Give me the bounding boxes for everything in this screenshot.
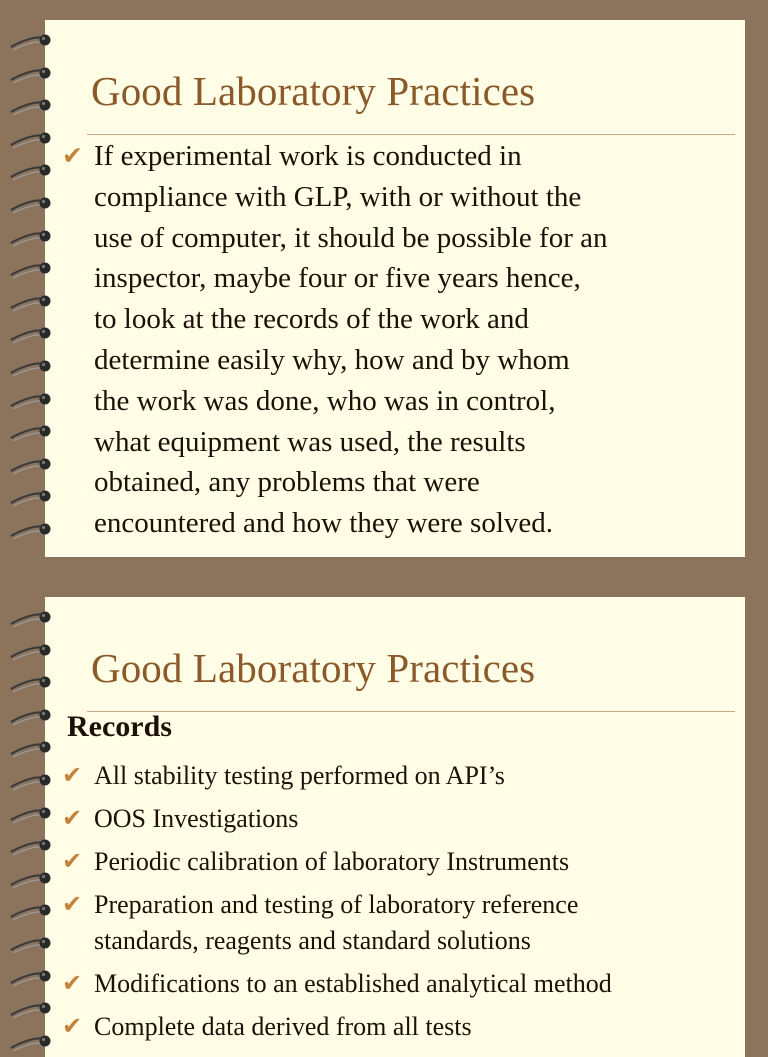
binding-ring-icon	[9, 705, 73, 727]
binding-ring-icon	[9, 486, 73, 508]
binding-ring-icon	[9, 63, 73, 85]
list-item	[62, 887, 579, 923]
binding-ring-icon	[9, 323, 73, 345]
slide-1-bullet-text	[94, 136, 734, 544]
binding-ring-icon	[9, 640, 73, 662]
checkmark-icon: ✔	[62, 141, 83, 170]
bullet-text-line: what equipment was used, the results	[94, 425, 526, 458]
binding-ring-icon	[9, 421, 73, 443]
list-item	[62, 758, 505, 794]
list-item	[62, 966, 612, 1002]
list-item	[62, 1009, 472, 1045]
binding-ring-icon	[9, 737, 73, 759]
binding-ring-icon	[9, 933, 73, 955]
list-item-text: Complete data derived from all tests	[94, 1012, 472, 1041]
binding-ring-icon	[9, 672, 73, 694]
slide-1-title: Good Laboratory Practices	[91, 68, 536, 114]
binding-ring-icon	[9, 30, 73, 52]
list-item-text: Modifications to an established analytical method	[94, 969, 612, 998]
slide-1	[45, 20, 745, 557]
binding-ring-icon	[9, 607, 73, 629]
binding-ring-icon	[9, 95, 73, 117]
bullet-text-line: obtained, any problems that were	[94, 466, 480, 499]
list-item-text: Periodic calibration of laboratory Instruments	[94, 847, 570, 876]
checkmark-icon: ✔	[62, 1012, 83, 1040]
bullet-text-line: the work was done, who was in control,	[94, 384, 556, 417]
binding-ring-icon	[9, 356, 73, 378]
list-item-text: standards, reagents and standard solutions	[94, 926, 531, 955]
checkmark-icon: ✔	[62, 804, 83, 832]
list-item-text: Preparation and testing of laboratory reference	[94, 890, 579, 919]
list-item-continuation	[94, 923, 531, 959]
checkmark-icon: ✔	[62, 890, 83, 918]
bullet-text-line: to look at the records of the work and	[94, 303, 529, 336]
list-item	[62, 844, 570, 880]
binding-ring-icon	[9, 454, 73, 476]
bullet-text-line: encountered and how they were solved.	[94, 507, 554, 540]
bullet-text-line: determine easily why, how and by whom	[94, 343, 570, 376]
title-divider	[87, 711, 735, 712]
slide-2	[45, 597, 745, 1057]
title-divider	[87, 134, 735, 135]
section-heading-records: Records	[67, 710, 172, 743]
checkmark-icon: ✔	[62, 761, 83, 789]
list-item-text: All stability testing performed on API’s	[94, 761, 505, 790]
bullet-text-line: inspector, maybe four or five years hence,	[94, 262, 581, 295]
binding-ring-icon	[9, 193, 73, 215]
bullet-text-line: If experimental work is conducted in	[94, 140, 522, 172]
checkmark-icon: ✔	[62, 847, 83, 875]
binding-ring-icon	[9, 258, 73, 280]
bullet-text-line: compliance with GLP, with or without the	[94, 180, 582, 213]
binding-ring-icon	[9, 226, 73, 248]
bullet-text-line: use of computer, it should be possible for an	[94, 221, 608, 254]
list-item-text: OOS Investigations	[94, 804, 299, 833]
slide-2-title: Good Laboratory Practices	[91, 645, 536, 691]
list-item	[62, 801, 299, 837]
binding-ring-icon	[9, 389, 73, 411]
binding-ring-icon	[9, 519, 73, 541]
checkmark-icon: ✔	[62, 969, 83, 997]
binding-ring-icon	[9, 291, 73, 313]
